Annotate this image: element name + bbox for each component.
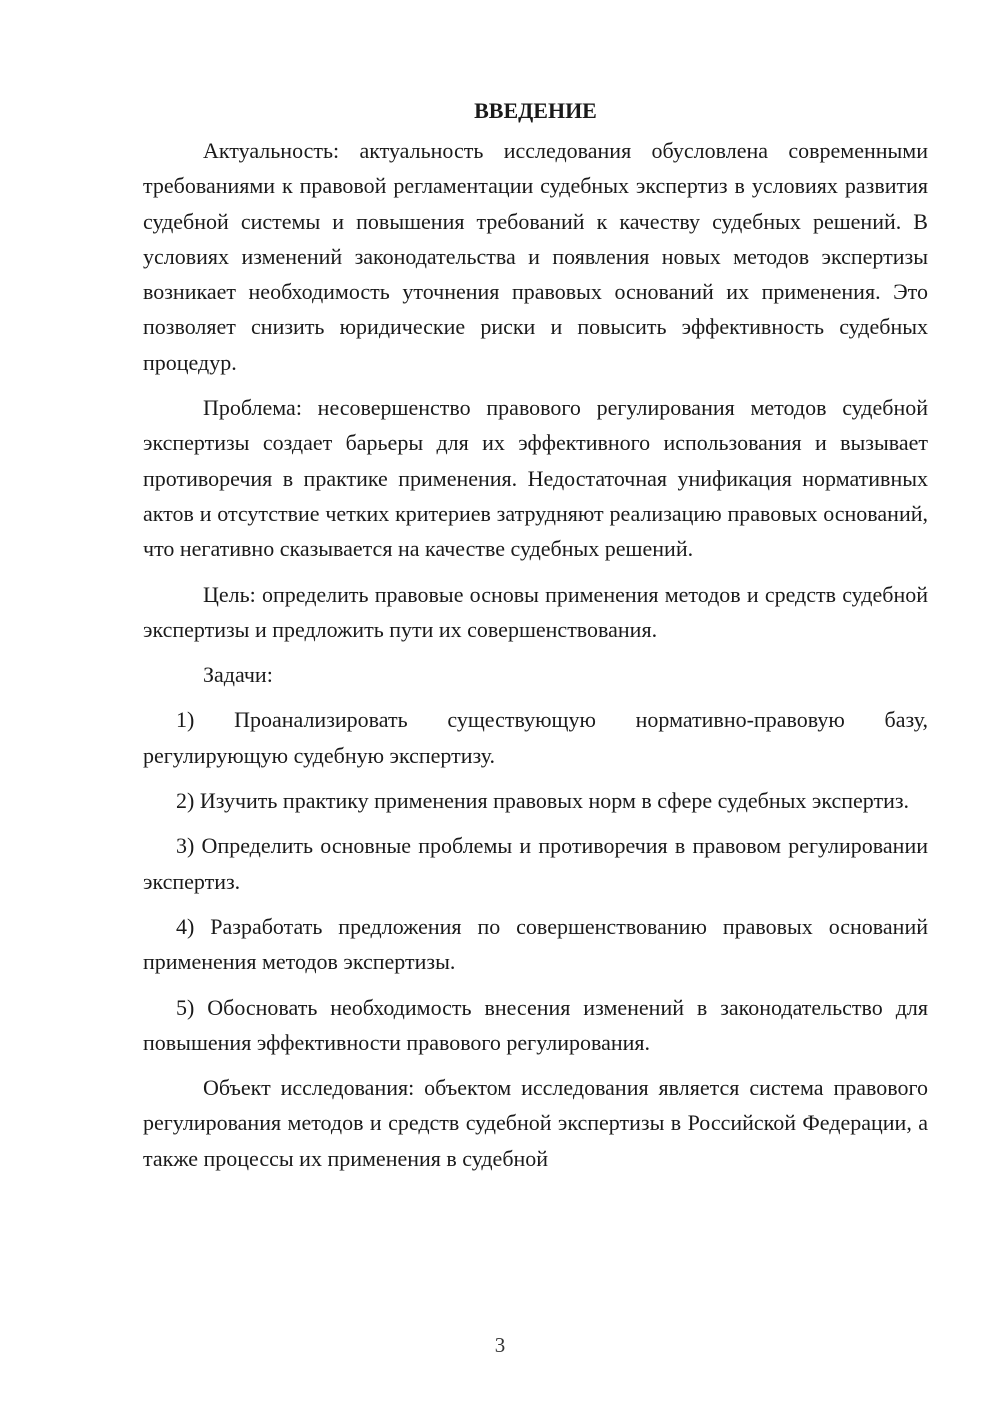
task-item-3: 3) Определить основные проблемы и противоречия в правовом регулировании экспертиз. [143, 833, 928, 894]
paragraph-problem: Проблема: несовершенство правового регулирования методов судебной экспертизы создает барьеры для их эффективного использования и вызывает противоречия в практике применения. Недостаточная унификация нормативных актов и отсутствие четких критериев затрудняют реализацию правовых оснований, что негативно сказывается на качестве судебных решений. [143, 395, 928, 562]
page-title: ВВЕДЕНИЕ [474, 98, 597, 123]
task-item-1: 1) Проанализировать существующую нормативно-правовую базу, регулирующую судебную экспертизу. [143, 707, 928, 768]
task-item-5: 5) Обосновать необходимость внесения изменений в законодательство для повышения эффективности правового регулирования. [143, 994, 928, 1055]
paragraph-relevance: Актуальность: актуальность исследования обусловлена современными требованиями к правовой регламентации судебных экспертиз в условиях развития судебной системы и повышения требований к качеству судебных решений. В условиях изменений законодательства и появления новых методов экспертизы возникает необходимость уточнения правовых оснований их применения. Это позволяет снизить юридические риски и повысить эффективность судебных процедур. [143, 138, 928, 375]
paragraph-object: Объект исследования: объектом исследования является система правового регулирования методов и средств судебной экспертизы в Российской Федерации, а также процессы их применения в судебной [143, 1075, 928, 1171]
tasks-heading: Задачи: [203, 662, 273, 688]
page-content [143, 93, 928, 1186]
page-number: 3 [494, 1333, 506, 1357]
paragraph-goal: Цель: определить правовые основы применения методов и средств судебной экспертизы и предложить пути их совершенствования. [143, 581, 928, 642]
task-item-4: 4) Разработать предложения по совершенствованию правовых оснований применения методов экспертизы. [143, 913, 928, 975]
task-item-2: 2) Изучить практику применения правовых норм в сфере судебных экспертиз. [176, 788, 910, 814]
